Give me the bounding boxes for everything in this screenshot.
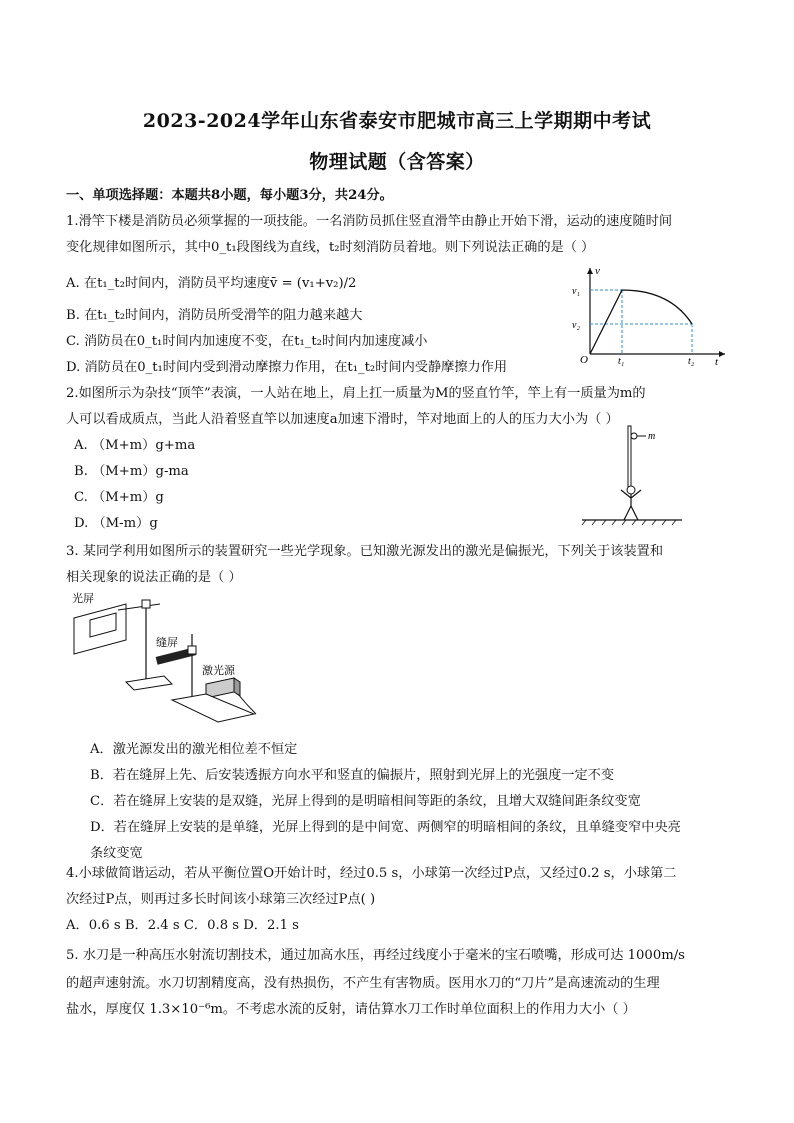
q4-stem-line2: 次经过P点，则再过多长时间该小球第三次经过P点( ) (66, 892, 376, 907)
graph-origin: O (580, 354, 588, 366)
q3-stem-line2: 相关现象的说法正确的是（ ） (66, 570, 242, 585)
graph-t2-label: t₂ (688, 356, 695, 366)
graph-x-label: t (715, 356, 719, 366)
q2-pole-acrobat-figure (578, 420, 688, 526)
section-heading: 一、单项选择题：本题共8小题，每小题3分，共24分。 (66, 188, 393, 203)
q3-slit-label: 缝屏 (156, 637, 178, 649)
q4-stem-line1: 4.小球做简谐运动，若从平衡位置O开始计时，经过0.5 s，小球第一次经过P点，又经过0.2 s，小球第二 (66, 866, 677, 881)
q1-option-c: C. 消防员在0_t₁时间内加速度不变，在t₁_t₂时间内加速度减小 (66, 334, 428, 349)
q3-option-b: B．若在缝屏上先、后安装透振方向水平和竖直的偏振片，照射到光屏上的光强度一定不变 (90, 768, 614, 783)
q4-options: A．0.6 s B．2.4 s C．0.8 s D．2.1 s (66, 918, 299, 933)
graph-v1-label: v₁ (572, 286, 580, 297)
graph-t1-label: t₁ (618, 356, 625, 366)
q2-option-a: A. （M+m）g+ma (74, 438, 196, 453)
page-title-line2: 物理试题（含答案） (309, 151, 485, 173)
q3-stem-line1: 3. 某同学利用如图所示的装置研究一些光学现象。已知激光源发出的激光是偏振光，下列关于该装置和 (66, 544, 664, 559)
q3-option-a: A．激光源发出的激光相位差不恒定 (90, 742, 298, 757)
q1-stem-line1: 1.滑竿下楼是消防员必须掌握的一项技能。一名消防员抓住竖直滑竿由静止开始下滑，运动的速度随时间 (66, 214, 673, 229)
q1-stem-line2: 变化规律如图所示，其中0_t₁段图线为直线，t₂时刻消防员着地。则下列说法正确的是（ ） (66, 240, 595, 255)
page-title-line1: 2023-2024学年山东省泰安市肥城市高三上学期期中考试 (142, 110, 652, 132)
q2-stem-line1: 2.如图所示为杂技“顶竿”表演，一人站在地上，肩上扛一质量为M的竖直竹竿，竿上有一质量为m的 (66, 386, 646, 401)
q2-option-d: D. （M-m）g (74, 516, 158, 531)
graph-y-label: v (595, 265, 600, 277)
graph-v2-label: v₂ (572, 320, 580, 331)
q3-laser-label: 激光源 (202, 665, 235, 677)
q1-option-a: A. 在t₁_t₂时间内，消防员平均速度v̄ = (v₁+v₂)/2 (66, 276, 357, 291)
q3-screen-label: 光屏 (72, 593, 94, 605)
q3-option-c: C．若在缝屏上安装的是双缝，光屏上得到的是明暗相间等距的条纹，且增大双缝间距条纹变宽 (90, 794, 641, 809)
q3-option-d-line2: 条纹变宽 (90, 846, 143, 861)
q2-option-b: B. （M+m）g-ma (74, 464, 189, 479)
q2-option-c: C. （M+m）g (74, 490, 164, 505)
q1-option-b: B. 在t₁_t₂时间内，消防员所受滑竿的阻力越来越大 (66, 308, 363, 323)
q1-velocity-time-graph (570, 262, 730, 366)
q1-option-d: D. 消防员在0_t₁时间内受到滑动摩擦力作用，在t₁_t₂时间内受静摩擦力作用 (66, 360, 508, 375)
q5-stem-line2: 的超声速射流。水刀切割精度高，没有热损伤，不产生有害物质。医用水刀的“刀片”是高速流动的生理 (66, 976, 660, 991)
q2-mass-label: m (648, 431, 656, 442)
q2-stem-line2: 人可以看成质点，当此人沿着竖直竿以加速度a加速下滑时，竿对地面上的人的压力大小为（ ） (66, 412, 619, 427)
q5-stem-line3: 盐水，厚度仅 1.3×10⁻⁶m。不考虑水流的反射，请估算水刀工作时单位面积上的作用力大小（ ） (66, 1002, 636, 1017)
q5-stem-line1: 5. 水刀是一种高压水射流切割技术，通过加高水压，再经过线度小于毫米的宝石喷嘴，形成可达 1000m/s (66, 948, 685, 963)
q3-optics-apparatus-figure (68, 588, 268, 724)
q3-option-d-line1: D．若在缝屏上安装的是单缝，光屏上得到的是中间宽、两侧窄的明暗相间的条纹，且单缝变窄中央亮 (90, 820, 681, 835)
